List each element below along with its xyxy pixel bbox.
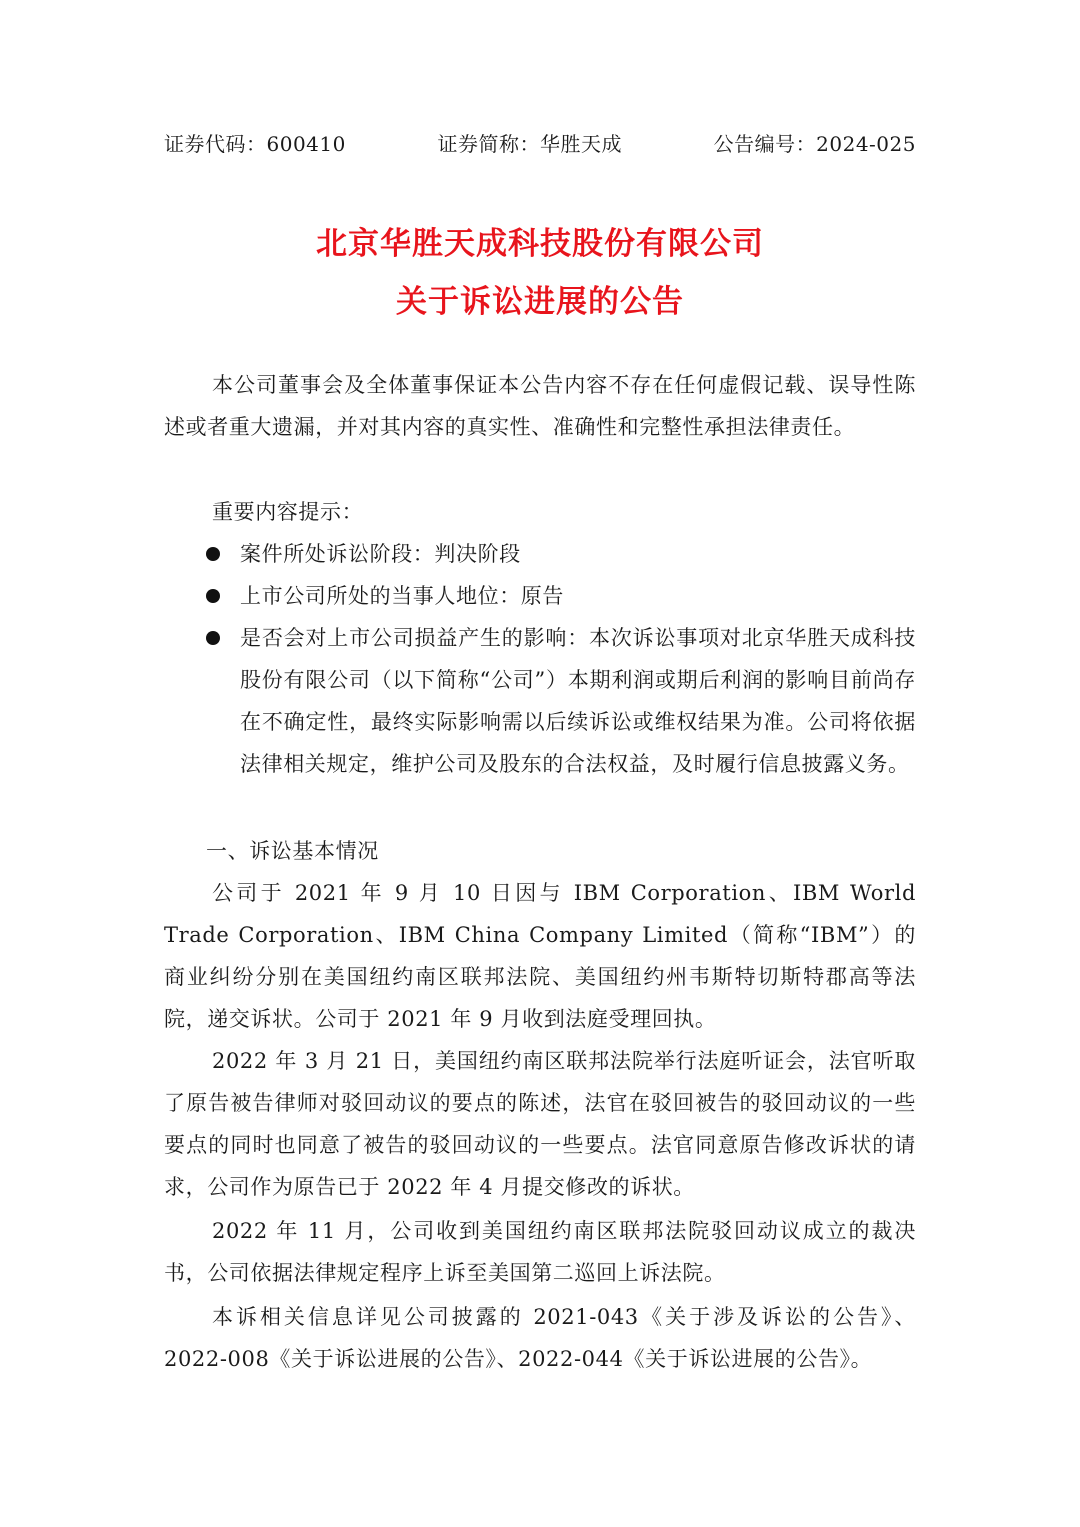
board-statement: 本公司董事会及全体董事保证本公告内容不存在任何虚假记载、误导性陈述或者重大遗漏，并对其内容的真实性、准确性和完整性承担法律责任。: [164, 373, 916, 439]
announcement-number: 公告编号：2024-025: [713, 132, 916, 156]
section-paragraph: 2022 年 3 月 21 日，美国纽约南区联邦法院举行法庭听证会，法官听取了原告被告律师对驳回动议的要点的陈述，法官在驳回被告的驳回动议的一些要点的同时也同意了被告的驳回动议的一些要点。法官同意原告修改诉状的请求，公司作为原告已于 2022 年 4 月提交修改的诉状。: [164, 1049, 916, 1199]
stock-code: 证券代码：600410: [164, 132, 346, 156]
key-hints-list: [164, 533, 916, 785]
section-paragraph: 公司于 2021 年 9 月 10 日因与 IBM Corporation、IBM World Trade Corporation、IBM China Company Limited（简称“IBM”）的商业纠纷分别在美国纽约南区联邦法院、美国纽约州韦斯特切斯特郡高等法院，递交诉状。公司于 2021 年 9 月收到法庭受理回执。: [164, 881, 916, 1031]
hint-text: 是否会对上市公司损益产生的影响：本次诉讼事项对北京华胜天成科技股份有限公司（以下简称“公司”）本期利润或期后利润的影响目前尚存在不确定性，最终实际影响需以后续诉讼或维权结果为准。公司将依据法律相关规定，维护公司及股东的合法权益，及时履行信息披露义务。: [240, 626, 916, 776]
bullet-icon: [206, 547, 220, 561]
list-item: [164, 533, 916, 575]
list-item: [164, 617, 916, 785]
section-heading: 一、诉讼基本情况: [206, 839, 379, 863]
announcement-title: 关于诉讼进展的公告: [396, 284, 684, 320]
bullet-icon: [206, 631, 220, 645]
key-hints-heading: 重要内容提示：: [212, 500, 364, 524]
hint-text: 案件所处诉讼阶段：判决阶段: [240, 542, 521, 566]
hint-text: 上市公司所处的当事人地位：原告: [240, 584, 564, 608]
bullet-icon: [206, 589, 220, 603]
company-title: 北京华胜天成科技股份有限公司: [316, 226, 764, 262]
stock-short-name: 证券简称：华胜天成: [437, 132, 622, 156]
section-paragraph: 本诉相关信息详见公司披露的 2021-043《关于涉及诉讼的公告》、2022-008《关于诉讼进展的公告》、2022-044《关于诉讼进展的公告》。: [164, 1305, 916, 1371]
list-item: [164, 575, 916, 617]
section-paragraph: 2022 年 11 月，公司收到美国纽约南区联邦法院驳回动议成立的裁决书，公司依据法律规定程序上诉至美国第二巡回上诉法院。: [164, 1219, 916, 1285]
announcement-header: [164, 130, 916, 158]
